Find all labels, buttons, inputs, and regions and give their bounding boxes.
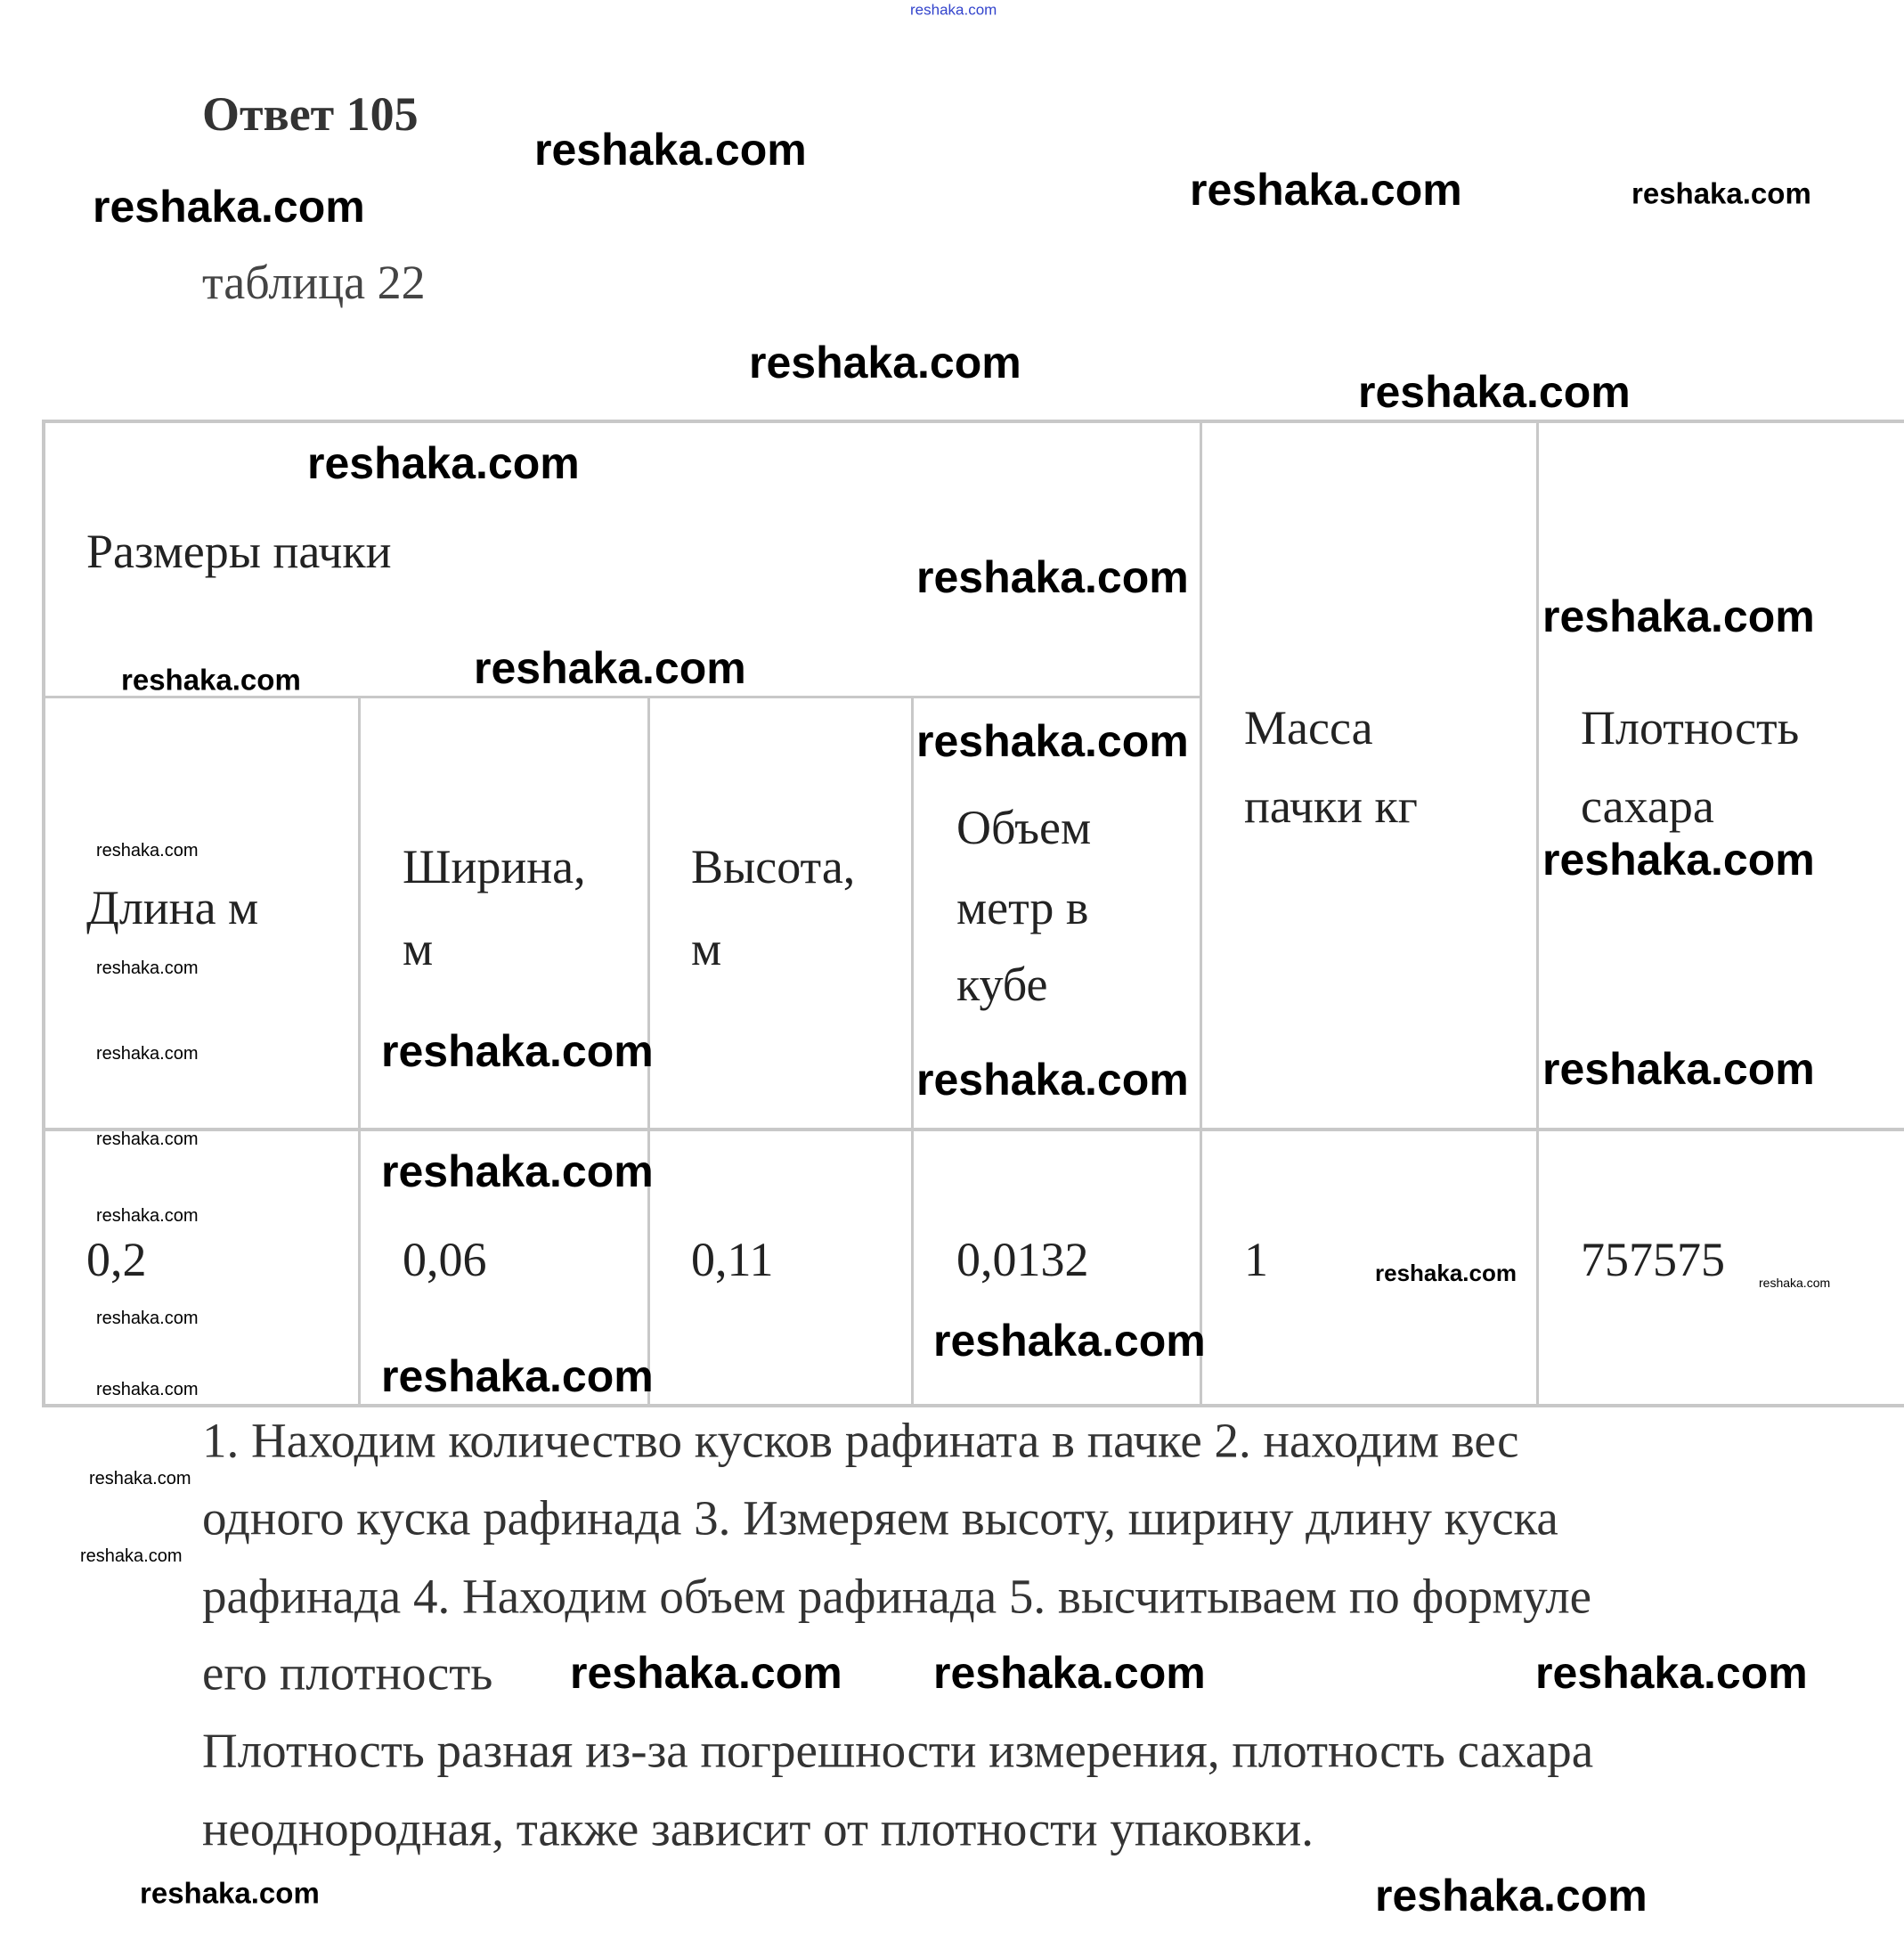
watermark: reshaka.com — [96, 1044, 199, 1064]
text-line: одного куска рафинада 3. Измеряем высоту, ширину длину куска — [202, 1490, 1558, 1545]
header-mass: Масса — [1244, 701, 1373, 754]
watermark: reshaka.com — [1358, 367, 1631, 417]
header-mass-line2: пачки кг — [1244, 779, 1418, 833]
watermark: reshaka.com — [96, 958, 199, 978]
watermark: reshaka.com — [1190, 165, 1462, 215]
watermark: reshaka.com — [307, 438, 580, 488]
watermark: reshaka.com — [1535, 1648, 1808, 1698]
header-length: Длина м — [86, 881, 259, 934]
watermark: reshaka.com — [96, 841, 199, 860]
watermark: reshaka.com — [96, 1206, 199, 1226]
header-height: Высота, — [691, 840, 856, 893]
watermark: reshaka.com — [89, 1469, 191, 1488]
column-divider — [1200, 420, 1202, 1406]
watermark: reshaka.com — [933, 1648, 1206, 1698]
watermark: reshaka.com — [1759, 1276, 1831, 1290]
text-line: его плотность — [202, 1645, 493, 1700]
watermark: reshaka.com — [96, 1309, 199, 1328]
text-line: неоднородная, также зависит от плотности упаковки. — [202, 1801, 1314, 1856]
watermark: reshaka.com — [534, 125, 807, 175]
text-line: рафинада 4. Находим объем рафинада 5. высчитываем по формуле — [202, 1569, 1592, 1624]
header-width-unit: м — [403, 922, 434, 975]
answer-title: Ответ 105 — [202, 87, 419, 141]
watermark: reshaka.com — [933, 1316, 1206, 1366]
text-line: Плотность разная из-за погрешности измерения, плотность сахара — [202, 1723, 1594, 1778]
watermark: reshaka.com — [570, 1648, 842, 1698]
column-divider — [1536, 420, 1539, 1406]
cell-width: 0,06 — [403, 1233, 487, 1286]
watermark: reshaka.com — [140, 1876, 320, 1910]
watermark: reshaka.com — [381, 1351, 654, 1401]
watermark: reshaka.com — [474, 643, 746, 693]
watermark: reshaka.com — [96, 1130, 199, 1149]
header-volume: Объем — [956, 801, 1092, 854]
watermark: reshaka.com — [749, 338, 1021, 387]
header-width: Ширина, — [403, 840, 586, 893]
cell-density: 757575 — [1581, 1233, 1725, 1286]
header-volume-line3: кубе — [956, 958, 1048, 1011]
column-divider — [911, 697, 914, 1406]
table-border-left — [42, 420, 45, 1407]
watermark: reshaka.com — [916, 552, 1189, 602]
cell-mass: 1 — [1244, 1233, 1268, 1286]
table-caption: таблица 22 — [202, 256, 426, 309]
header-height-unit: м — [691, 922, 722, 975]
watermark: reshaka.com — [121, 663, 301, 697]
watermark: reshaka.com — [1542, 591, 1815, 641]
watermark: reshaka.com — [381, 1026, 654, 1076]
cell-length: 0,2 — [86, 1233, 147, 1286]
watermark: reshaka.com — [93, 182, 365, 232]
text-line: 1. Находим количество кусков рафината в пачке 2. находим вес — [202, 1413, 1519, 1468]
watermark: reshaka.com — [910, 1, 997, 19]
watermark: reshaka.com — [916, 1055, 1189, 1105]
cell-volume: 0,0132 — [956, 1233, 1089, 1286]
watermark: reshaka.com — [96, 1380, 199, 1399]
header-volume-line2: метр в — [956, 881, 1089, 934]
table-border-bottom — [44, 1404, 1904, 1407]
table-border-top — [44, 420, 1904, 423]
header-density: Плотность — [1581, 701, 1800, 754]
header-divider — [44, 1128, 1904, 1131]
header-density-line2: сахара — [1581, 779, 1714, 833]
cell-height: 0,11 — [691, 1233, 774, 1286]
watermark: reshaka.com — [1375, 1871, 1648, 1921]
watermark: reshaka.com — [1542, 1044, 1815, 1094]
column-divider — [358, 697, 361, 1406]
header-package-dimensions: Размеры пачки — [86, 525, 392, 578]
watermark: reshaka.com — [381, 1146, 654, 1196]
watermark: reshaka.com — [1375, 1260, 1517, 1286]
watermark: reshaka.com — [1542, 835, 1815, 885]
watermark: reshaka.com — [1631, 176, 1811, 210]
watermark: reshaka.com — [916, 716, 1189, 766]
watermark: reshaka.com — [80, 1546, 183, 1566]
